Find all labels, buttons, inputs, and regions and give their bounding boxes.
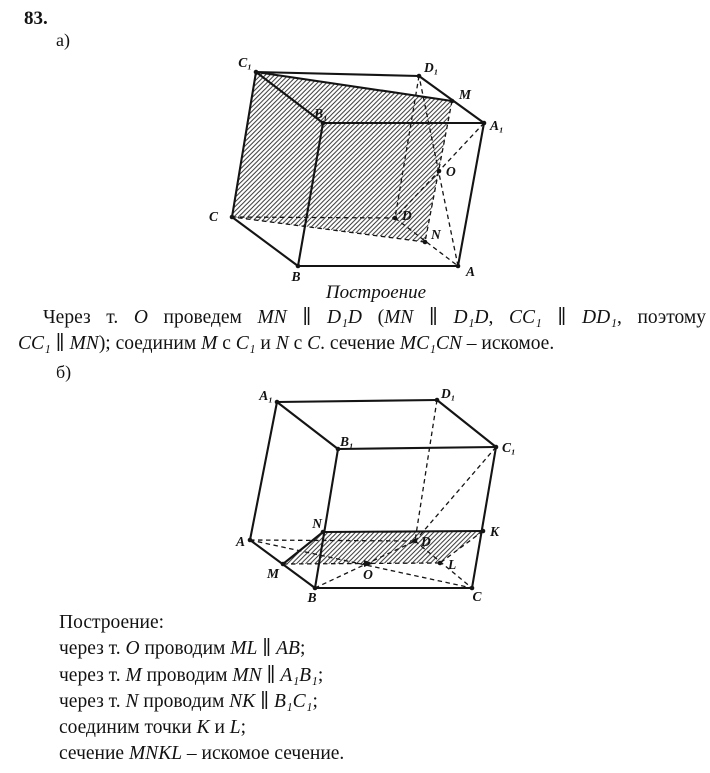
label-D1: D₁ <box>441 386 456 401</box>
solution-b-line-4: соединим точки K и L; <box>59 717 247 739</box>
solution-a-line-2: CC₁ ∥ MN); соединим M с C₁ и N с C. сечение MC₁CN – искомое. <box>18 333 555 354</box>
label-C1: C₁ <box>502 440 516 455</box>
label-L: L <box>448 557 457 572</box>
point-A <box>248 538 253 543</box>
label-B: B <box>307 590 317 605</box>
figure-a-parallelepiped <box>190 50 510 292</box>
part-b-marker: б) <box>56 362 72 382</box>
label-C: C <box>472 589 482 604</box>
part-a-marker: а) <box>56 30 70 50</box>
point-C1 <box>494 445 499 450</box>
point-B <box>296 264 301 269</box>
edge-A1-D1 <box>277 400 437 402</box>
dashed-edge-D1-D <box>415 400 437 541</box>
point-A1 <box>482 121 487 126</box>
point-O <box>437 169 442 174</box>
label-D: D <box>421 534 431 549</box>
point-N <box>423 240 428 245</box>
label-A: A <box>235 534 245 549</box>
label-N: N <box>312 516 322 531</box>
point-C <box>230 215 235 220</box>
label-O: O <box>446 164 456 179</box>
point-B1 <box>321 121 326 126</box>
label-B1: B₁ <box>340 434 354 449</box>
edge-N-K <box>323 531 483 532</box>
section-area <box>232 72 452 242</box>
label-B1: B₁ <box>314 106 328 121</box>
label-C1: C₁ <box>238 55 252 70</box>
point-K <box>481 529 486 534</box>
point-D <box>413 539 418 544</box>
point-D1 <box>417 74 422 79</box>
label-M: M <box>459 87 472 102</box>
label-O: O <box>363 567 373 582</box>
solution-b-line-3: через т. N проводим NK ∥ B₁C₁; <box>59 690 318 712</box>
label-A1: A₁ <box>490 118 504 133</box>
solution-b-block <box>59 610 344 768</box>
point-D <box>393 216 398 221</box>
solution-b-line-1: через т. O проводим ML ∥ AB; <box>59 638 306 660</box>
point-M <box>450 99 455 104</box>
construction-caption: Построение <box>325 282 427 303</box>
label-K: K <box>490 524 500 539</box>
label-D1: D₁ <box>424 60 439 75</box>
label-A1: A₁ <box>259 388 273 403</box>
label-C: C <box>208 209 218 224</box>
edge-B1-A1 <box>277 402 338 449</box>
solution-a-line-1: Через т. O проведем MN ∥ D₁D (MN ∥ D₁D, CC₁ ∥ DD₁, поэтому <box>43 307 706 328</box>
label-M: M <box>266 566 279 581</box>
solution-b-line-5: сечение MNKL – искомое сечение. <box>59 743 345 765</box>
label-N: N <box>431 227 441 242</box>
point-A <box>456 264 461 269</box>
edge-A1-A <box>250 402 277 540</box>
point-M <box>281 562 286 567</box>
point-A1 <box>275 400 280 405</box>
edge-C1-C <box>472 447 496 588</box>
dashed-edge-C1-D <box>415 447 496 541</box>
edge-C1-B1 <box>338 447 496 449</box>
point-D1 <box>435 398 440 403</box>
edge-A1-A <box>458 123 484 266</box>
solution-b-line-2: через т. M проводим MN ∥ A₁B₁; <box>59 664 324 686</box>
point-L <box>438 561 443 566</box>
label-B: B <box>291 269 301 284</box>
label-D: D <box>402 208 412 223</box>
point-C1 <box>254 70 259 75</box>
edge-D1-C1 <box>437 400 496 447</box>
problem-number: 83. <box>24 8 48 29</box>
label-A: A <box>466 264 476 279</box>
solution-b-title: Построение: <box>59 612 165 633</box>
figure-b-parallelepiped <box>228 383 520 610</box>
